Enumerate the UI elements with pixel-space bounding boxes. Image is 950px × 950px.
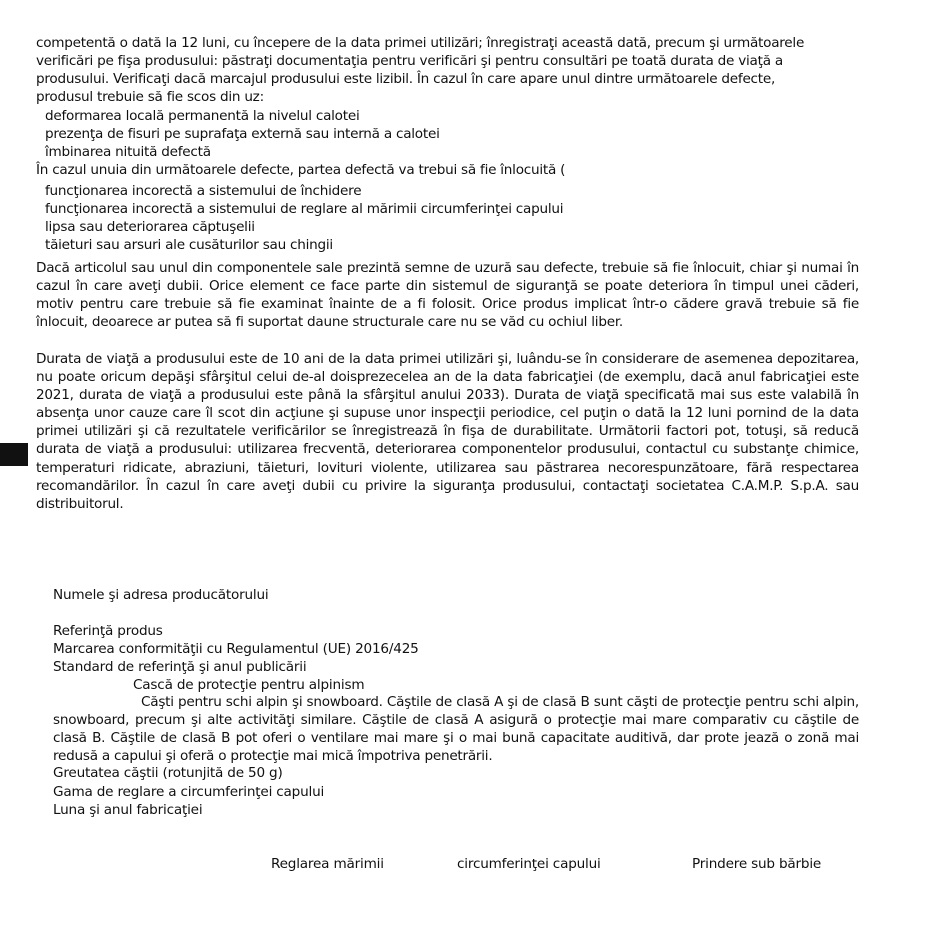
manufacture-date-label: Luna şi anul fabricaţiei [53,802,203,818]
list-item: tăieturi sau arsuri ale cusăturilor sau chingii [45,237,333,254]
size-adjust-label: Reglarea mărimii [271,856,384,872]
paragraph-wear: Dacă articolul sau unul din componentele sale prezintă semne de uzură sau defecte, trebuie să fie înlocuit, chiar şi numai în cazul în care aveţi dubii. Orice element ce face parte din sistemul de siguranţă se poate deteriora în timpul unei căderi, motiv pentru care trebuie să fie examinat înainte de a fi folosit. Orice produs implicat într-o cădere gravă trebuie să fie înlocuit, deoarece ar putea să fi suportat daune structurale care nu se văd cu ochiul liber. [36,260,859,331]
helmet-type-label: Cască de protecţie pentru alpinism [133,677,365,693]
circumference-range-label: Gama de reglare a circumferinţei capului [53,784,325,800]
list-item: funcţionarea incorectă a sistemului de reglare al mărimii circumferinţei capului [45,201,564,218]
conformity-label: Marcarea conformităţii cu Regulamentul (UE) 2016/425 [53,641,419,657]
paragraph-lifespan: Durata de viaţă a produsului este de 10 ani de la data primei utilizări şi, luându-se în considerare de asemenea depozitarea, nu poate oricum depăşi sfârşitul celui de-al doisprezecelea an de la data fabricaţiei (de exemplu, dacă anul fabricaţiei este 2021, durata de viaţă a produsului este până la sfârşitul anului 2033). Durata de viaţă specificată mai sus este valabilă în absenţa unor cauze care îl scot din acţiune şi supuse unor inspecţii periodice, cel puţin o dată la 12 luni pornind de la data primei utilizări şi că rezultatele verificărilor se înregistrează în fişa de durabilitate. Următorii factori pot, totuşi, să reducă durata de viaţă a produsului: utilizarea frecventă, deteriorarea componentelor produsului, contactul cu substanţe chimice, temperaturi ridicate, abraziuni, tăieturi, lovituri violente, utilizarea sau păstrarea necorespunzătoare, fără respectarea recomandărilor. În cazul în care aveţi dubii cu privire la siguranţa produsului, contactaţi societatea C.A.M.P. S.p.A. sau distribuitorul. [36,351,859,512]
manufacturer-label: Numele şi adresa producătorului [53,587,269,603]
paragraph-inspection: competentă o dată la 12 luni, cu începere de la data primei utilizări; înregistraţi această dată, precum şi următoarele verificări pe fişa produsului: păstraţi documentaţia pentru verificări şi pentru consultări pe toată durata de viaţă a produsului. Verificaţi dacă marcajul produsului este lizibil. În cazul în care apare unul dintre următoarele defecte, produsul trebuie să fie scos din uz: [36,35,805,106]
page-edge-tab [0,443,28,466]
list-item: prezenţa de fisuri pe suprafaţa externă sau internă a calotei [45,126,440,143]
replace-intro-line: În cazul unuia din următoarele defecte, partea defectă va trebui să fie înlocuită ( [36,162,566,178]
head-circumference-label: circumferinţei capului [457,856,601,872]
helmet-class-description: Căşti pentru schi alpin şi snowboard. Căştile de clasă A şi de clasă B sunt căşti de protecţie pentru schi alpin, snowboard, precum şi alte activităţi similare. Căştile de clasă A asigură o protecţie mai mare comparativ cu căştile de clasă B. Căştile de clasă B pot oferi o ventilare mai mare şi o mai bună capacitate auditivă, dar prote jează o zonă mai redusă a capului şi oferă o protecţie mai mică împotriva penetrării. [53,694,859,765]
list-item: deformarea locală permanentă la nivelul calotei [45,108,360,124]
weight-label: Greutatea căştii (rotunjită de 50 g) [53,765,283,781]
list-item: lipsa sau deteriorarea căptuşelii [45,219,255,236]
list-item: îmbinarea nituită defectă [45,144,211,161]
list-item: funcţionarea incorectă a sistemului de închidere [45,183,362,199]
defect-list-remove [45,107,440,161]
standard-label: Standard de referinţă şi anul publicării [53,659,307,675]
defect-list-replace [45,182,563,254]
chin-strap-label: Prindere sub bărbie [692,856,822,872]
product-reference-label: Referinţă produs [53,623,163,639]
